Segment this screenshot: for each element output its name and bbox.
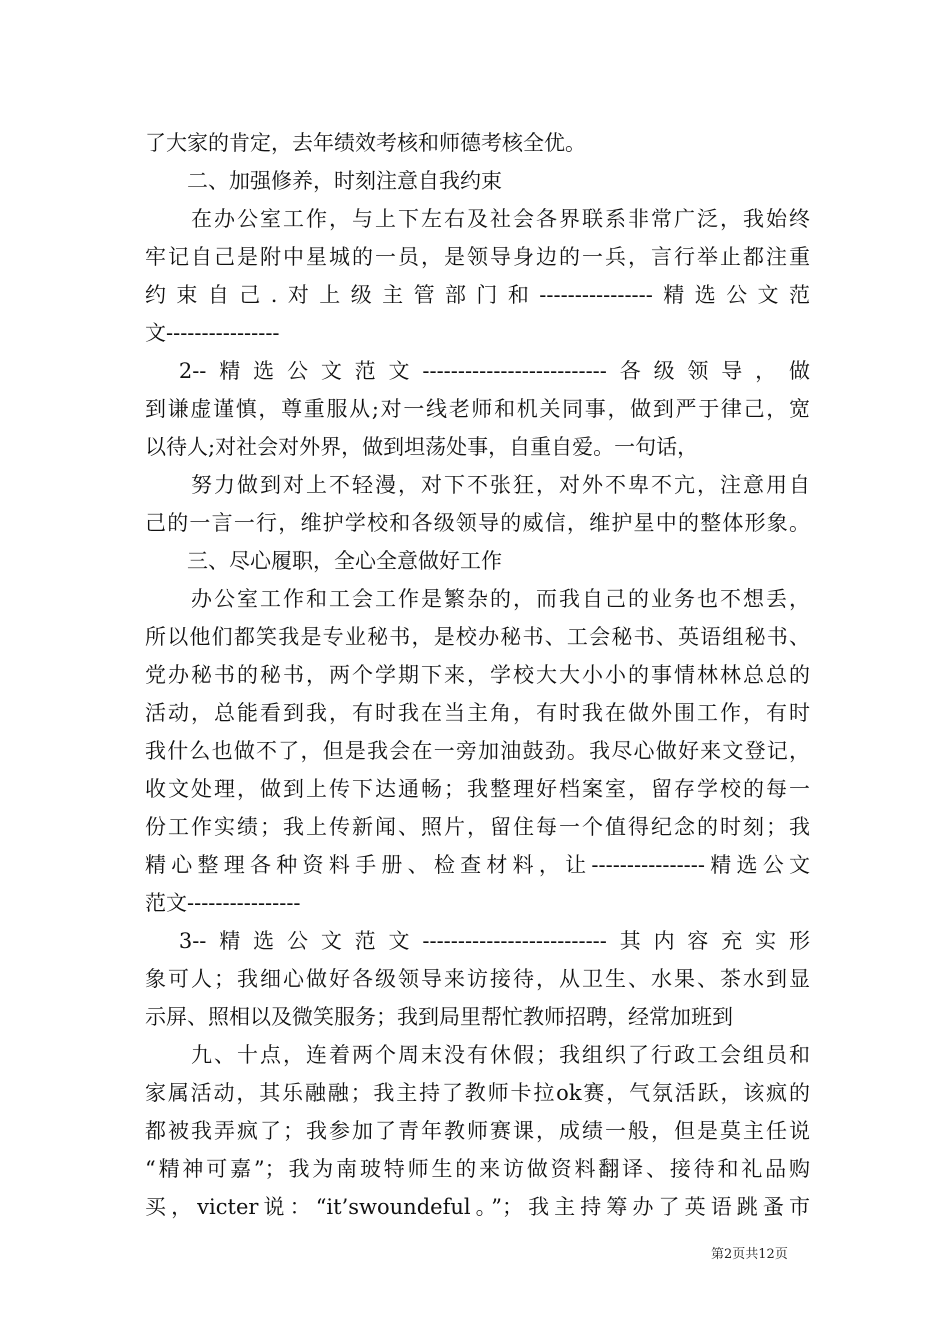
text-line: 2--精选公文范文--------------------------各级领导，做	[145, 359, 810, 383]
text-line: 精心整理各种资料手册、检查材料，让----------------精选公文	[145, 853, 810, 877]
text-line: 到谦虚谨慎，尊重服从;对一线老师和机关同事，做到严于律己，宽	[145, 397, 810, 421]
text-line: 范文----------------	[145, 891, 301, 915]
text-line: 党办秘书的秘书，两个学期下来，学校大大小小的事情林林总总的	[145, 663, 810, 687]
text-line: 九、十点，连着两个周末没有休假；我组织了行政工会组员和	[145, 1043, 810, 1067]
text-line: 己的一言一行，维护学校和各级领导的威信，维护星中的整体形象。	[145, 511, 810, 535]
text-line: 所以他们都笑我是专业秘书，是校办秘书、工会秘书、英语组秘书、	[145, 625, 810, 649]
text-line: 家属活动，其乐融融；我主持了教师卡拉ok赛，气氛活跃，该疯的	[145, 1081, 810, 1105]
page-number-footer: 第2页共12页	[711, 1247, 788, 1262]
text-line: 3--精选公文范文--------------------------其内容充实形	[145, 929, 810, 953]
text-line: 约束自己.对上级主管部门和----------------精选公文范	[145, 283, 810, 307]
text-line: 象可人；我细心做好各级领导来访接待，从卫生、水果、茶水到显	[145, 967, 810, 991]
text-line: 在办公室工作，与上下左右及社会各界联系非常广泛，我始终	[145, 207, 810, 231]
text-line: 我什么也做不了，但是我会在一旁加油鼓劲。我尽心做好来文登记，	[145, 739, 810, 763]
section-heading: 三、尽心履职，全心全意做好工作	[145, 549, 502, 573]
text-line: 活动，总能看到我，有时我在当主角，有时我在做外围工作，有时	[145, 701, 810, 725]
text-line: 都被我弄疯了；我参加了青年教师赛课，成绩一般，但是莫主任说	[145, 1119, 810, 1143]
text-line: 努力做到对上不轻漫，对下不张狂，对外不卑不亢，注意用自	[145, 473, 810, 497]
text-line: 买，victer说：“it’swoundeful。”；我主持筹办了英语跳蚤市	[145, 1195, 810, 1219]
text-line: 办公室工作和工会工作是繁杂的，而我自己的业务也不想丢，	[145, 587, 810, 611]
section-heading: 二、加强修养，时刻注意自我约束	[145, 169, 502, 193]
text-line: 以待人;对社会对外界，做到坦荡处事，自重自爱。一句话，	[145, 435, 699, 459]
text-line: 了大家的肯定，去年绩效考核和师德考核全优。	[145, 131, 586, 155]
text-line: 示屏、照相以及微笑服务；我到局里帮忙教师招聘，经常加班到	[145, 1005, 733, 1029]
text-line: 份工作实绩；我上传新闻、照片，留住每一个值得纪念的时刻；我	[145, 815, 810, 839]
text-line: 收文处理，做到上传下达通畅；我整理好档案室，留存学校的每一	[145, 777, 810, 801]
text-line: 文----------------	[145, 321, 280, 345]
text-line: “精神可嘉”；我为南玻特师生的来访做资料翻译、接待和礼品购	[145, 1157, 810, 1181]
text-line: 牢记自己是附中星城的一员，是领导身边的一兵，言行举止都注重	[145, 245, 810, 269]
